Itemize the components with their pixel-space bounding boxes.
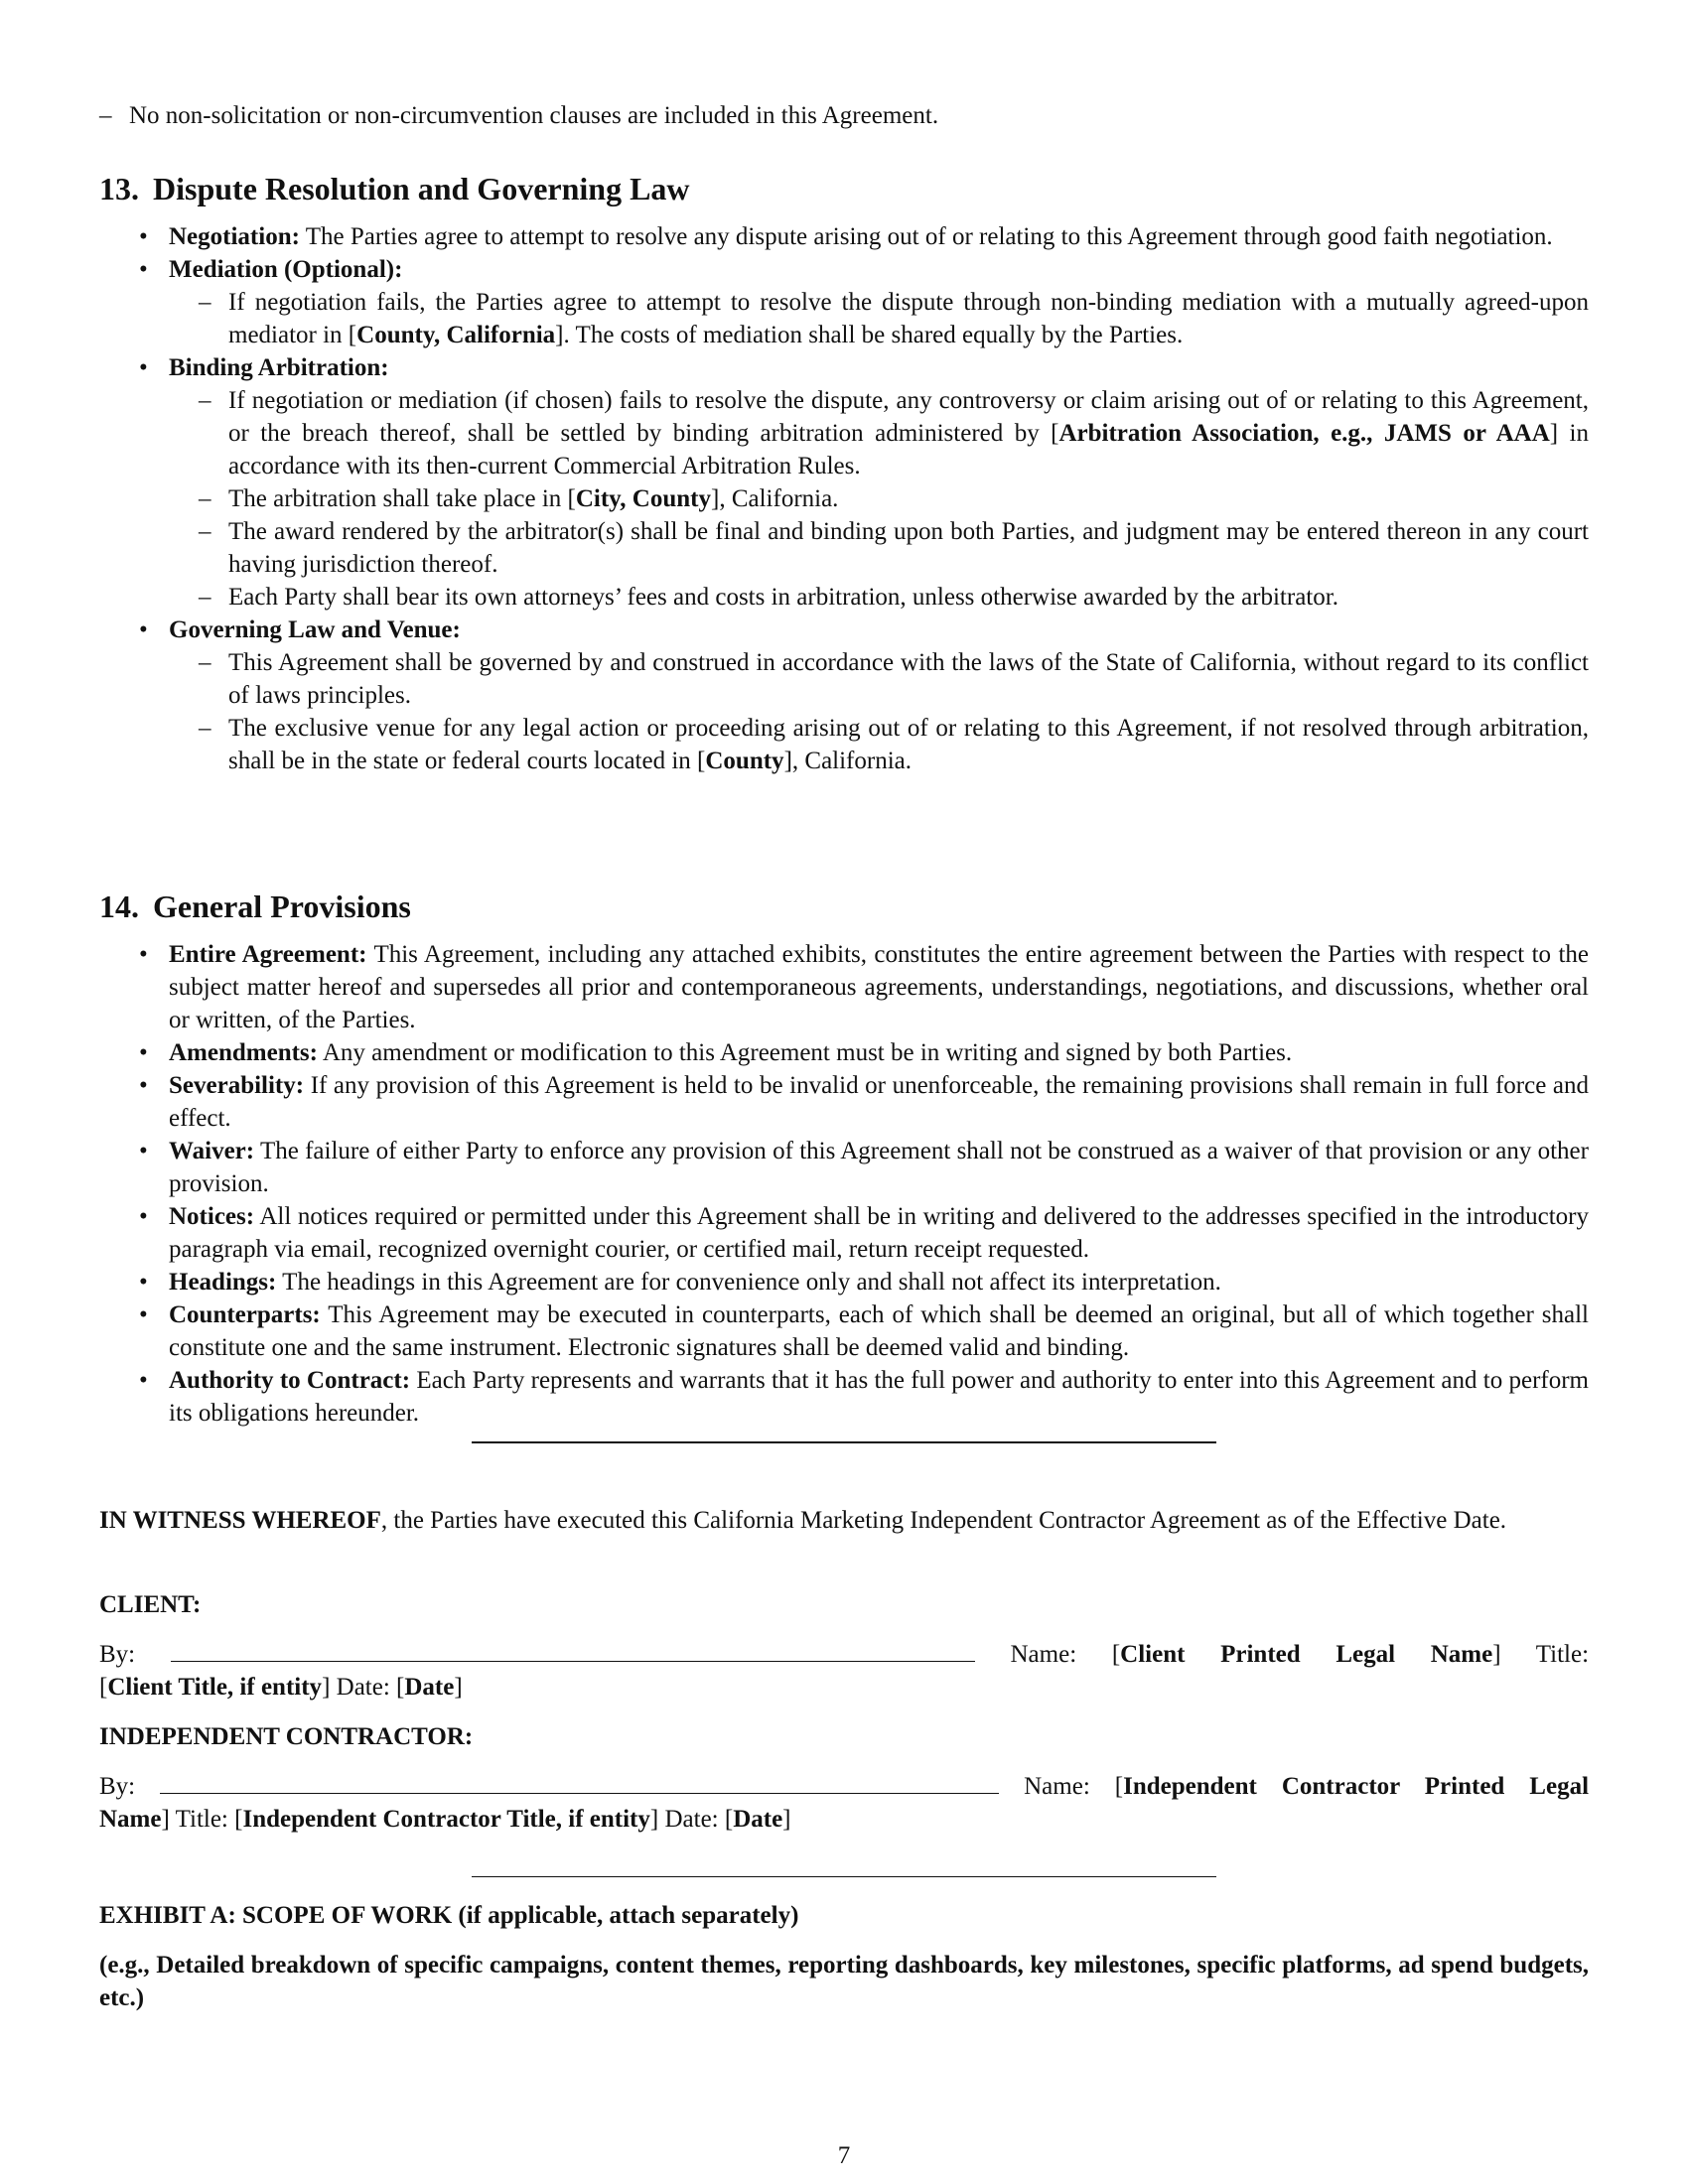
provision-item: • Amendments: Any amendment or modification to this Agreement must be in writing and signed by both Parties. bbox=[99, 1036, 1589, 1069]
top-note: – No non-solicitation or non-circumvention clauses are included in this Agreement. bbox=[0, 99, 1589, 132]
contractor-sign-line: By: Name: [Independent Contractor Printed Legal bbox=[99, 1773, 1590, 1800]
arbitration-subitem: – If negotiation or mediation (if chosen) fails to resolve the dispute, any controversy or claim arising out of or relating to this Agreement, or the breach thereof, shall be settled by binding arbitration administered by [Arbitration Association, e.g., JAMS or AAA] in accordance with its then-current Commercial Arbitration Rules. bbox=[169, 384, 1589, 482]
divider-2 bbox=[472, 1876, 1216, 1877]
mediation-item: • Mediation (Optional): – If negotiation fails, the Parties agree to attempt to resolve the dispute through non-binding mediation with a mutually agreed-upon mediator in [County, California]. The costs of mediation shall be shared equally by the Parties. bbox=[99, 253, 1589, 351]
provision-item: • Notices: All notices required or permitted under this Agreement shall be in writing and delivered to the addresses specified in the introductory paragraph via email, recognized overnight courier, or certified mail, return receipt requested. bbox=[99, 1200, 1589, 1266]
provision-item: • Entire Agreement: This Agreement, including any attached exhibits, constitutes the entire agreement between the Parties with respect to the subject matter hereof and supersedes all prior and contemporaneous agreements, understandings, negotiations, and discussions, whether oral or written, of the Parties. bbox=[99, 938, 1589, 1036]
client-sign-line: By: Name: [Client Printed Legal Name] Title: bbox=[99, 1641, 1590, 1668]
arbitration-subitem: – The award rendered by the arbitrator(s) shall be final and binding upon both Parties, and judgment may be entered thereon in any court having jurisdiction thereof. bbox=[169, 515, 1589, 581]
provision-item: • Headings: The headings in this Agreement are for convenience only and shall not affect its interpretation. bbox=[99, 1266, 1589, 1298]
section-13 bbox=[99, 169, 1589, 777]
mediation-sublist bbox=[169, 286, 1589, 351]
negotiation-item: • Negotiation: The Parties agree to attempt to resolve any dispute arising out of or relating to this Agreement through good faith negotiation. bbox=[99, 220, 1589, 253]
contractor-block bbox=[99, 1720, 1589, 1836]
client-block bbox=[99, 1588, 1589, 1704]
governing-subitem: – This Agreement shall be governed by and construed in accordance with the laws of the State of California, without regard to its conflict of laws principles. bbox=[169, 646, 1589, 712]
client-signature-field[interactable] bbox=[171, 1639, 975, 1662]
page-number: 7 bbox=[837, 2142, 851, 2169]
exhibit-note: (e.g., Detailed breakdown of specific campaigns, content themes, reporting dashboards, key milestones, specific platforms, ad spend budgets, etc.) bbox=[99, 1952, 1589, 2011]
governing-sublist bbox=[169, 646, 1589, 777]
arbitration-item: • Binding Arbitration: – If negotiation or mediation (if chosen) fails to resolve the dispute, any controversy or claim arising out of or relating to this Agreement, or the breach thereof, shall be settled by binding arbitration administered by [Arbitration Association, e.g., JAMS or AAA] in accordance with its then-current Commercial Arbitration Rules. – The arbitration shall take place in [City, County], California. – The award rendered by the arbitrator(s) shall be final and binding upon both Parties, and judgment may be entered thereon in any court having jurisdiction thereof. – Each Party shall bear its own attorneys’ fees and costs in arbitration, unless otherwise awarded by the arbitrator. bbox=[99, 351, 1589, 614]
governing-subitem: – The exclusive venue for any legal action or proceeding arising out of or relating to this Agreement, if not resolved through arbitration, shall be in the state or federal courts located in [County], California. bbox=[169, 712, 1589, 777]
divider-1 bbox=[472, 1441, 1216, 1443]
provision-item: • Counterparts: This Agreement may be executed in counterparts, each of which shall be deemed an original, but all of which together shall constitute one and the same instrument. Electronic signatures shall be deemed valid and binding. bbox=[99, 1298, 1589, 1364]
contractor-signature-field[interactable] bbox=[160, 1771, 999, 1794]
contractor-title-date: Name] Title: [Independent Contractor Title, if entity] Date: [Date] bbox=[99, 1806, 791, 1833]
arbitration-sublist bbox=[169, 384, 1589, 614]
arbitration-subitem: – Each Party shall bear its own attorneys’ fees and costs in arbitration, unless otherwise awarded by the arbitrator. bbox=[169, 581, 1589, 614]
exhibit-title: EXHIBIT A: SCOPE OF WORK (if applicable, attach separately) bbox=[99, 1902, 799, 1929]
contractor-heading: INDEPENDENT CONTRACTOR: bbox=[99, 1723, 474, 1750]
provision-item: • Severability: If any provision of this Agreement is held to be invalid or unenforceable, the remaining provisions shall remain in full force and effect. bbox=[99, 1069, 1589, 1135]
section-13-list bbox=[99, 220, 1589, 777]
section-14-heading: 14. General Provisions bbox=[99, 888, 411, 924]
section-14-list bbox=[99, 938, 1589, 1430]
arbitration-subitem: – The arbitration shall take place in [City, County], California. bbox=[169, 482, 1589, 515]
provision-item: • Authority to Contract: Each Party represents and warrants that it has the full power and authority to enter into this Agreement and to perform its obligations hereunder. bbox=[99, 1364, 1589, 1430]
section-14 bbox=[99, 887, 1589, 1430]
governing-law-item: • Governing Law and Venue: – This Agreement shall be governed by and construed in accordance with the laws of the State of California, without regard to its conflict of laws principles. – The exclusive venue for any legal action or proceeding arising out of or relating to this Agreement, if not resolved through arbitration, shall be in the state or federal courts located in [County], California. bbox=[99, 614, 1589, 777]
client-heading: CLIENT: bbox=[99, 1591, 202, 1618]
section-13-heading: 13. Dispute Resolution and Governing Law bbox=[99, 171, 690, 206]
mediation-subitem: – If negotiation fails, the Parties agree to attempt to resolve the dispute through non-binding mediation with a mutually agreed-upon mediator in [County, California]. The costs of mediation shall be shared equally by the Parties. bbox=[169, 286, 1589, 351]
witness-paragraph: IN WITNESS WHEREOF, the Parties have executed this California Marketing Independent Contractor Agreement as of the Effective Date. bbox=[99, 1507, 1507, 1534]
provision-item: • Waiver: The failure of either Party to enforce any provision of this Agreement shall not be construed as a waiver of that provision or any other provision. bbox=[99, 1135, 1589, 1200]
client-title-date: [Client Title, if entity] Date: [Date] bbox=[99, 1674, 463, 1701]
exhibit-block bbox=[99, 1899, 1589, 2014]
